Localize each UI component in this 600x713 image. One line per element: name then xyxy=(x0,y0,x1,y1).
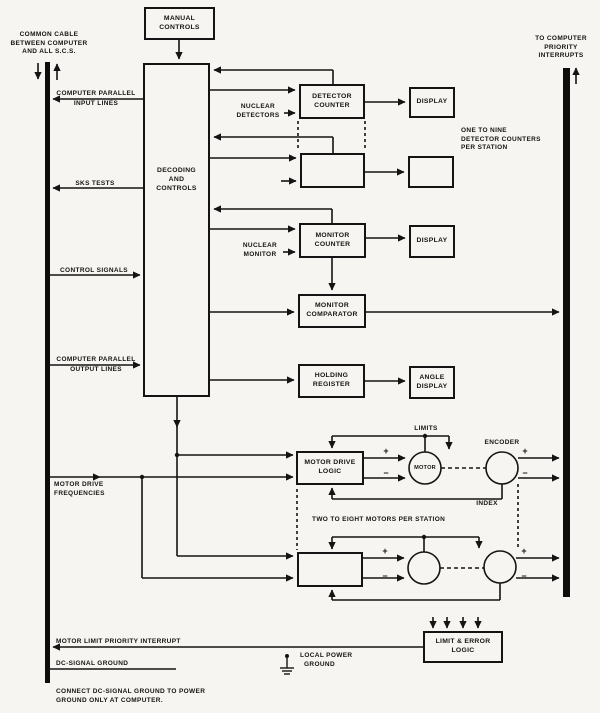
detector-counter-2-box xyxy=(300,153,365,188)
sks-tests-label: SKS TESTS xyxy=(75,180,115,187)
priority-interrupt-bus xyxy=(563,68,576,597)
nuclear-detectors-label: NUCLEAR DETECTORS xyxy=(236,103,280,119)
motor-row2-lines xyxy=(332,535,559,600)
encoder2-minus-label: − xyxy=(521,571,527,581)
monitor-display-box: DISPLAY xyxy=(409,225,455,258)
detector-counter-box: DETECTOR COUNTER xyxy=(299,84,365,119)
decoding-and-controls-box: DECODING AND CONTROLS xyxy=(143,63,210,397)
encoder-label: ENCODER xyxy=(484,439,520,446)
encoder1-plus-label: + xyxy=(522,446,528,456)
computer-parallel-output-label-2: OUTPUT LINES xyxy=(70,366,122,373)
local-power-ground-label: LOCAL POWER GROUND xyxy=(300,652,353,668)
motor-drive-logic-2-box xyxy=(297,552,363,587)
two-to-eight-note: TWO TO EIGHT MOTORS PER STATION xyxy=(312,516,446,523)
detector-display-box: DISPLAY xyxy=(409,87,455,118)
dc-signal-ground-label: DC-SIGNAL GROUND xyxy=(56,660,129,667)
computer-parallel-input-label-2: INPUT LINES xyxy=(73,100,119,107)
mdl1-minus-label: − xyxy=(383,468,389,478)
motor-drive-frequencies-label: MOTOR DRIVE FREQUENCIES xyxy=(54,481,105,497)
computer-parallel-input-label-1: COMPUTER PARALLEL xyxy=(56,90,136,97)
limit-error-logic-box: LIMIT & ERROR LOGIC xyxy=(423,631,503,663)
common-cable-label: COMMON CABLE BETWEEN COMPUTER AND ALL S.C.S. xyxy=(10,31,88,55)
motor-label: MOTOR xyxy=(414,465,436,471)
index-label: INDEX xyxy=(476,500,498,507)
mdl1-plus-label: + xyxy=(383,446,389,456)
holding-register-box: HOLDING REGISTER xyxy=(298,364,365,398)
ground-symbol-icon xyxy=(280,654,294,674)
monitor-counter-box: MONITOR COUNTER xyxy=(299,223,366,258)
limits-label: LIMITS xyxy=(414,425,438,432)
connect-note: CONNECT DC-SIGNAL GROUND TO POWER GROUND ONLY AT COMPUTER. xyxy=(56,688,206,704)
encoder1-minus-label: − xyxy=(522,468,528,478)
monitor-comparator-box: MONITOR COMPARATOR xyxy=(298,294,366,328)
nuclear-input-lines xyxy=(281,113,296,252)
motor-drive-logic-box: MOTOR DRIVE LOGIC xyxy=(296,451,364,485)
nuclear-monitor-label: NUCLEAR MONITOR xyxy=(242,242,278,258)
computer-parallel-output-label-1: COMPUTER PARALLEL xyxy=(56,356,136,363)
manual-controls-box: MANUAL CONTROLS xyxy=(144,7,215,40)
angle-display-box: ANGLE DISPLAY xyxy=(409,366,455,399)
detector-display-2-box xyxy=(408,156,454,188)
control-signals-label: CONTROL SIGNALS xyxy=(60,267,128,274)
one-to-nine-note: ONE TO NINE DETECTOR COUNTERS PER STATION xyxy=(461,127,541,151)
mdl2-minus-label: − xyxy=(382,571,388,581)
mdl2-plus-label: + xyxy=(382,546,388,556)
motor-limit-priority-interrupt-label: MOTOR LIMIT PRIORITY INTERRUPT xyxy=(56,638,181,645)
encoder2-plus-label: + xyxy=(521,546,527,556)
to-computer-label: TO COMPUTER PRIORITY INTERRUPTS xyxy=(535,35,587,59)
